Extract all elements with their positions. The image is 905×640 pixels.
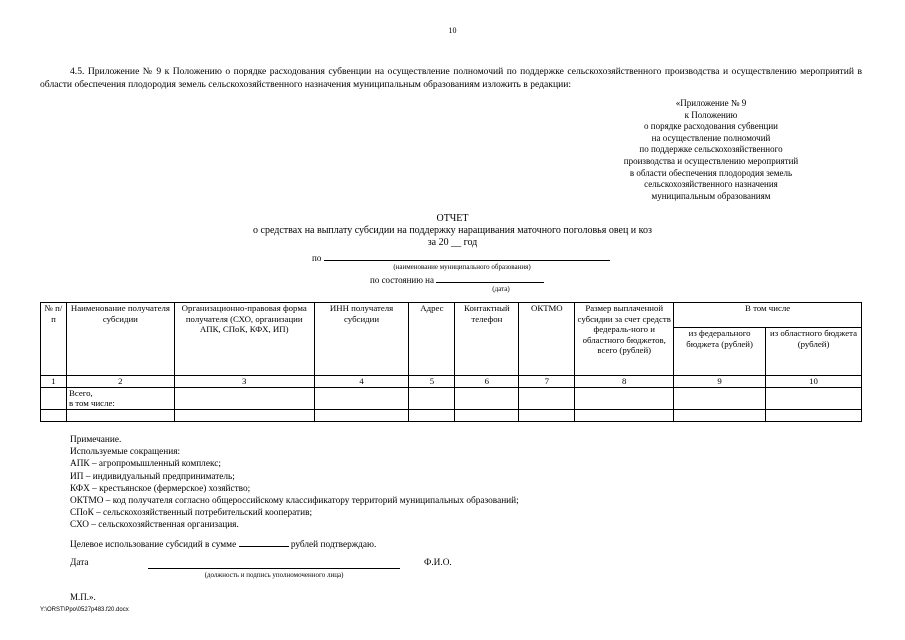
header-federal: из федерального бюджета (рублей) xyxy=(674,328,766,376)
table-cell xyxy=(674,387,766,409)
table-cell xyxy=(41,387,67,409)
notes-item: СХО – сельскохозяйственная организация. xyxy=(70,520,239,531)
table-row xyxy=(41,387,862,409)
appendix-line: в области обеспечения плодородия земель xyxy=(629,167,793,178)
appendix-line: к Положению xyxy=(684,109,738,120)
header-including: В том числе xyxy=(674,303,862,328)
stamp-place: М.П.». xyxy=(70,592,96,602)
po-label: по xyxy=(312,253,322,263)
notes-item: СПоК – сельскохозяйственный потребительский кооператив; xyxy=(70,508,313,519)
header-num: № п/п xyxy=(41,303,67,376)
notes-item: ИП – индивидуальный предприниматель; xyxy=(70,471,235,482)
col-number: 7 xyxy=(519,376,575,388)
notes-item: КФХ – крестьянское (фермерское) хозяйство; xyxy=(70,483,251,494)
page-number: 10 xyxy=(448,26,457,35)
table-cell xyxy=(409,387,455,409)
report-title: ОТЧЕТ xyxy=(436,213,469,224)
col-number: 8 xyxy=(575,376,674,388)
confirm-line xyxy=(70,537,376,550)
col-number: 1 xyxy=(41,376,67,388)
col-number: 2 xyxy=(66,376,174,388)
date-label: Дата xyxy=(70,558,89,568)
appendix-line: «Приложение № 9 xyxy=(675,98,747,108)
column-numbers-row xyxy=(41,376,862,388)
appendix-line: муниципальным образованиям xyxy=(651,190,771,201)
signature-caption: (должность и подпись уполномоченного лица) xyxy=(204,571,344,579)
header-inn: ИНН получателя субсидии xyxy=(314,303,409,376)
report-table xyxy=(40,302,862,422)
notes-block xyxy=(70,434,519,532)
po-caption: (наименование муниципального образования) xyxy=(393,263,531,271)
table-cell xyxy=(409,409,455,421)
including-label: в том числе: xyxy=(68,398,115,408)
file-path: Y:\ORST\Ppo\0527p483.f20.docx xyxy=(40,607,129,613)
table-cell xyxy=(314,409,409,421)
total-cell xyxy=(66,387,174,409)
table-cell xyxy=(41,409,67,421)
table-cell xyxy=(174,387,314,409)
table-cell xyxy=(174,409,314,421)
notes-intro: Используемые сокращения: xyxy=(70,447,181,458)
table-row xyxy=(41,409,862,421)
po-underline xyxy=(324,251,610,261)
appendix-line: сельскохозяйственного назначения xyxy=(644,179,778,190)
fio-label: Ф.И.О. xyxy=(424,558,452,568)
table-cell xyxy=(455,387,519,409)
col-number: 6 xyxy=(455,376,519,388)
date-caption: (дата) xyxy=(492,285,510,293)
table-cell xyxy=(519,409,575,421)
col-number: 10 xyxy=(766,376,862,388)
table-cell xyxy=(766,387,862,409)
header-address: Адрес xyxy=(409,303,455,376)
report-header xyxy=(0,213,905,249)
header-org: Организационно-правовая форма получателя (СХО, организации АПК, СПоК, КФХ, ИП) xyxy=(174,303,314,376)
table-cell xyxy=(455,409,519,421)
col-number: 3 xyxy=(174,376,314,388)
table-cell xyxy=(66,409,174,421)
header-row xyxy=(41,303,862,328)
appendix-line: на осуществление полномочий xyxy=(651,132,771,143)
appendix-heading xyxy=(596,98,826,202)
appendix-line: о порядке расходования субвенции xyxy=(644,121,778,132)
col-number: 4 xyxy=(314,376,409,388)
table-cell xyxy=(674,409,766,421)
confirm-after: рублей подтверждаю. xyxy=(290,540,377,550)
intro-paragraph: 4.5. Приложение № 9 к Положению о порядке расходования субвенции на осуществление полномочий по поддержке сельскохозяйственного производства и осуществлению мероприятий в области обеспечения плодородия земель сельскохозяйственного назначения муниципальным образованиям изложить в редакции: xyxy=(40,66,862,90)
amount-underline xyxy=(239,537,289,547)
header-amount: Размер выплаченной субсидии за счет средств федераль-ного и областного бюджетов, всего (рублей) xyxy=(575,303,674,376)
table-cell xyxy=(575,387,674,409)
header-phone: Контактный телефон xyxy=(455,303,519,376)
header-regional: из областного бюджета (рублей) xyxy=(766,328,862,376)
table-cell xyxy=(766,409,862,421)
table-cell xyxy=(575,409,674,421)
notes-item: АПК – агропромышленный комплекс; xyxy=(70,459,221,470)
appendix-line: производства и осуществлению мероприятий xyxy=(623,155,799,166)
report-year: за 20 __ год xyxy=(427,237,478,248)
col-number: 5 xyxy=(409,376,455,388)
table-cell xyxy=(519,387,575,409)
header-name: Наименование получателя субсидии xyxy=(66,303,174,376)
confirm-before: Целевое использование субсидий в сумме xyxy=(70,540,237,550)
report-subtitle: о средствах на выплату субсидии на поддержку наращивания маточного поголовья овец и коз xyxy=(253,225,652,236)
signature-underline xyxy=(148,568,400,569)
total-label: Всего, xyxy=(68,387,93,398)
notes-title: Примечание. xyxy=(70,435,122,445)
state-underline xyxy=(436,273,544,283)
table-cell xyxy=(314,387,409,409)
appendix-line: по поддержке сельскохозяйственного xyxy=(639,144,783,155)
state-label: по состоянию на xyxy=(370,275,434,285)
header-oktmo: ОКТМО xyxy=(519,303,575,376)
notes-item: ОКТМО – код получателя согласно общероссийскому классификатору территорий муниципальных образований; xyxy=(70,496,519,507)
col-number: 9 xyxy=(674,376,766,388)
